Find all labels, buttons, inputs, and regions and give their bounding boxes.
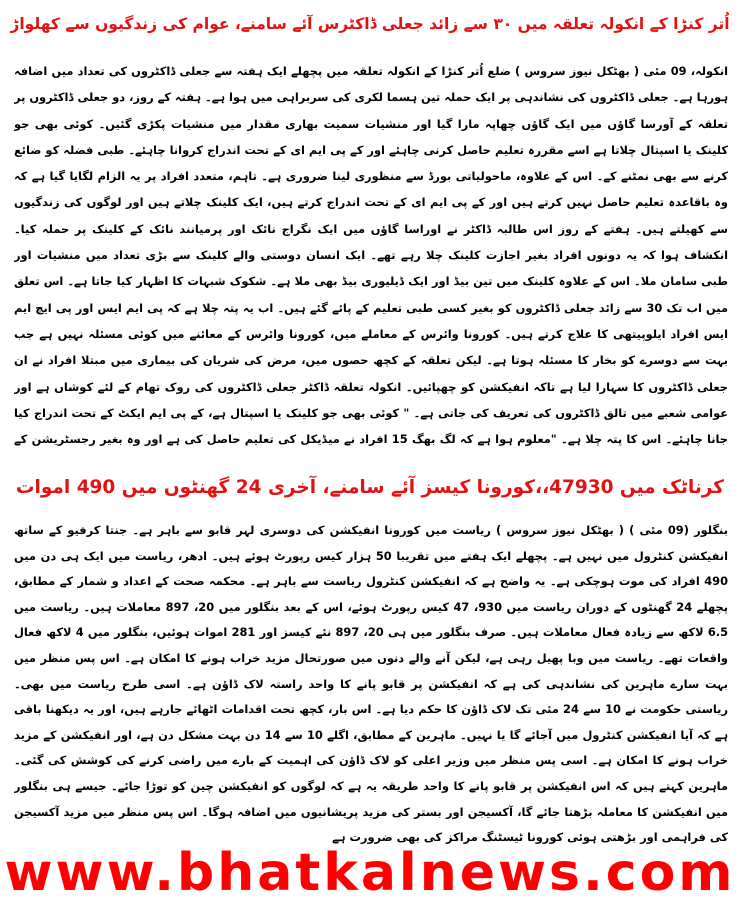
footer-site-url[interactable]: www.bhatkalnews.com [4, 843, 736, 903]
story1-body [14, 58, 728, 458]
story2-body [14, 518, 728, 846]
story1-paragraph: انکولہ، 09 مئی ( بھٹکل نیوز سروس ) ضلع اُتر کنڑا کے انکولہ تعلقہ میں پچھلے ایک ہفتہ سے جعلی ڈاکٹروں کی تعداد میں اضافہ ہورہا ہے۔ جعلی ڈاکٹروں کی نشاندہی پر ایک حملہ تین ہسما لکری کی سربراہی میں ہوا ہے۔ ہفتہ کے روز، دو جعلی ڈاکٹروں پر تعلقہ کے آورسا گاؤں میں ایک گاؤں چھاپہ مارا گیا اور منشیات سمیت بھاری مقدار میں منشیات پکڑی گئیں۔ کوئی بھی جو کلینک یا اسپتال چلاتا ہے اسے مقررہ تعلیم حاصل کرنی چاہئے اور کے پی ایم ای کے تحت اندراج کروانا چاہئے۔ طبی فضلہ کو ضائع کرنے سے بھی نمٹنے کے۔ اس کے علاوہ، ماحولیاتی بورڈ سے منظوری لینا ضروری ہے۔ تاہم، متعدد افراد پر یہ الزام لگایا گیا ہے کہ وہ باقاعدہ تعلیم حاصل نہیں کرتے ہیں اور کے پی ایم ای کے تحت اندراج کرتے ہیں، ایک کلینک چلاتے ہیں اور لوگوں کی زندگیوں سے کھیلتے ہیں۔ ہفتے کے روز اس طالبہ ڈاکٹر نے اوراسا گاؤں میں ایک نگراج نائک اور پرمیانند نائک کے کلینک پر حملہ کیا۔ انکشاف ہوا کہ یہ دونوں افراد بغیر اجازت کلینک چلا رہے تھے۔ ایک انسان دوستی والے کلینک سے بڑی تعداد میں منشیات اور طبی سامان ملا۔ اس کے علاوہ کلینک میں تین بیڈ اور ایک ڈیلیوری بیڈ بھی ملا ہے۔ شکوک شبہات کا اظہار کیا جاتا ہے۔ اس تعلق میں اب تک 30 سے زائد جعلی ڈاکٹروں کو بغیر کسی طبی تعلیم کے پائے گئے ہیں۔ اب یہ پتہ چلا ہے کہ پی ایم ایس اور پی ایچ ایم ایس افراد ایلوپیتھی کا علاج کرتے ہیں۔ کورونا وائرس کے معاملے میں، کورونا وائرس کے معائنے میں کوئی مسئلہ نہیں ہے جب بہت سے دوسرے کو بخار کا مسئلہ ہوتا ہے۔ لیکن تعلقہ کے کچھ حصوں میں، مرض کی شریان کی بیماری میں مبتلا افراد نے ان جعلی ڈاکٹروں کا سہارا لیا ہے تاکہ انفیکشن کو چھپائیں۔ انکولہ تعلقہ ڈاکٹر جعلی ڈاکٹروں کی روک تھام کے لئے کوشاں ہے اور عوامی شعبے میں تالق ڈاکٹروں کی تعریف کی جاتی ہے۔ " کوئی بھی جو کلینک یا اسپتال ہے، کے پی ایم ایکٹ کے تحت اندراج کیا جانا چاہئے۔ اس کا پتہ چلا ہے۔ "معلوم ہوا ہے کہ لگ بھگ 15 افراد نے میڈیکل کی تعلیم حاصل کی ہے اور وہ بغیر رجسٹریشن کے [14, 64, 728, 447]
story1-headline: اُتر کنڑا کے انکولہ تعلقہ میں ۳۰ سے زائد جعلی ڈاکٹرس آئے سامنے، عوام کی زندگیوں سے کھلواڑ [10, 15, 730, 33]
story2-paragraph: بنگلور (09 مئی ) ( بھٹکل نیوز سروس ) ریاست میں کورونا انفیکشن کی دوسری لہر قابو سے باہر ہے۔ جنتا کرفیو کے ساتھ انفیکشن کنٹرول میں نہیں ہے۔ پچھلے ایک ہفتے میں تقریبا 50 ہزار کیس رپورٹ ہوئے ہیں۔ ادھر، ریاست میں ایک ہی دن میں 490 افراد کی موت ہوچکی ہے۔ یہ واضح ہے کہ انفیکشن کنٹرول ریاست سے باہر ہے۔ محکمہ صحت کے اعداد و شمار کے مطابق، پچھلے 24 گھنٹوں کے دوران ریاست میں 930، 47 کیس رپورٹ ہوئے، اس کے بعد بنگلور میں 20، 897 معاملات ہیں۔ ریاست میں 6.5 لاکھ سے زیادہ فعال معاملات ہیں۔ صرف بنگلور میں ہی 20، 897 نئے کیسز اور 281 اموات ہوئیں، بنگلور میں 4 لاکھ فعال واقعات تھے۔ ریاست میں وبا پھیل رہی ہے، لیکن آنے والے دنوں میں صورتحال مزید خراب ہونے کا امکان ہے۔ اس پس منظر میں بہت سارے ماہرین کی نشاندہی کی ہے کہ انفیکشن پر قابو پانے کا واحد راستہ لاک ڈاؤن ہے۔ اسی طرح ریاست میں بھی۔ ریاستی حکومت نے 10 سے 24 مئی تک لاک ڈاؤن کا حکم دیا ہے۔ اس بار، کچھ تحت اقدامات اٹھائے جارہے ہیں، اور یہ دیکھنا باقی ہے کہ آیا انفیکشن کنٹرول میں آجائے گا یا نہیں۔ ماہرین کے مطابق، اگلے 10 سے 14 دن بہت مشکل دن ہے، اور انفیکشن کے مزید خراب ہونے کا امکان ہے۔ اسی پس منظر میں وزیر اعلی کو لاک ڈاؤن کی اہمیت کے بارے میں راضی کرنے کی کوشش کی گئی۔ ماہرین کہتے ہیں کہ اس انفیکشن پر قابو پانے کا واحد طریقہ یہ ہے کہ لوگوں کو انفیکشن چین کو توڑا جائے۔ جیسے ہی بنگلور میں انفیکشن کا معاملہ بڑھتا جائے گا، آکسیجن اور بستر کی مزید پریشانیوں میں اضافہ ہوگا۔ اس پس منظر میں مزید آکسیجن کی فراہمی اور بڑھتی ہوئی کورونا ٹیسٹنگ مراکز کی بھی ضرورت ہے [14, 523, 728, 845]
story2-headline: کرناٹک میں 47930،،کورونا کیسز آئے سامنے، آخری 24 گھنٹوں میں 490 اموات [15, 477, 725, 498]
